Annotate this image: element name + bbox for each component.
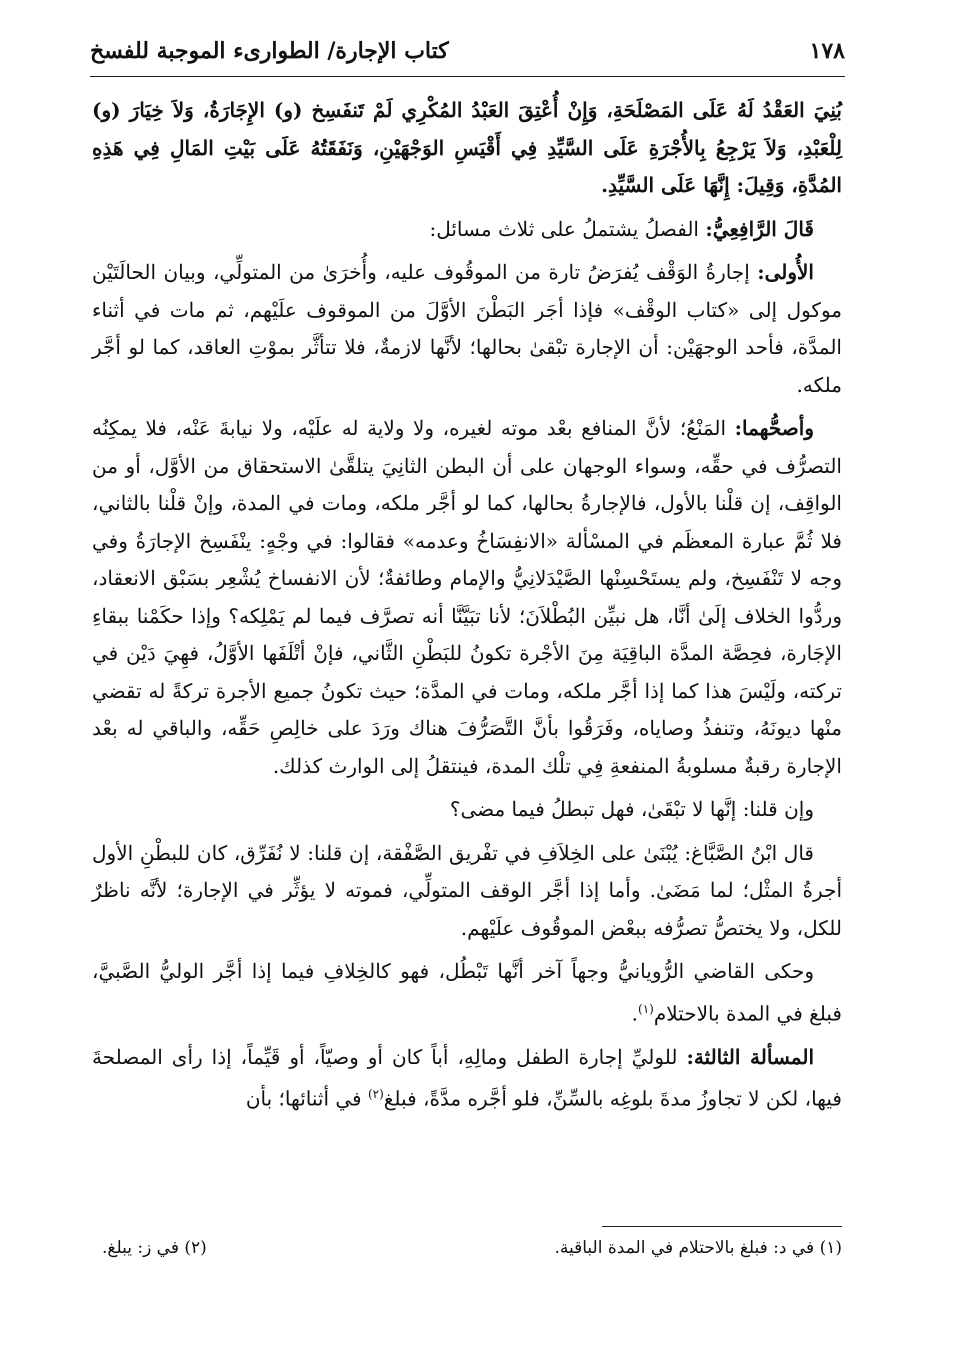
page-number: ١٧٨	[809, 38, 845, 64]
paragraph-lead: الأُولى:	[757, 260, 814, 284]
header-rule	[90, 76, 845, 77]
paragraph-most-correct	[92, 410, 842, 785]
paragraph-text: إجارةُ الوَقْف يُفرَضُ تارة من الموقُوف عليه، وأُخرَىٰ من المتولِّي، وبيان الحالَتَيْن موكول إلى «كتاب الوقْف» فإذا أجَر البَطْنَ الأوَّلَ من الموقوف علَيْهم، ثم مات في أثناء المدَّة، فأحد الوجهَيْن: أن الإجارة تبْقىٰ بحالها؛ لأنَّها لازمةٌ، فلا تتأثَّر بموْتِ العاقد، كما لو أجَّر ملكه.	[92, 260, 842, 397]
paragraph-text: وحكى القاضي الرُّويانيُّ وجهاً آخر أنَّها تَبْطُل، فهو كالخِلافِ فيما إذا أجَّر الوليُّ الصَّبيَّ، فبلغ في المدة بالاحتلام	[92, 959, 842, 1026]
footnotes	[92, 1238, 842, 1268]
page-header	[90, 30, 845, 80]
footnote-ref-2: (٢)	[367, 1087, 384, 1102]
paragraph-text: للوليِّ إجارة الطفل ومالِهِ، أباً كان أو وصيّاً، أو قَيِّماً، إذا رأى المصلحةَ فيها، لكن لا تجاوزُ مدةَ بلوغِه بالسِّنِّ، فلو أجَّره مدَّةً، فبلغ	[92, 1044, 842, 1111]
footnote-ref-1: (١)	[638, 1001, 654, 1016]
paragraph-ruyani	[92, 953, 842, 1033]
running-title: كتاب الإجارة/ الطوارىء الموجبة للفسخ	[90, 38, 449, 64]
paragraph-lead: المسألة الثالثة:	[686, 1044, 815, 1069]
paragraph-ibn-sabbagh: قال ابْنُ الصَّبَّاغ: يُبْنَىٰ على الخِلاَفِ في تفْريق الصَّفْقة، إن قلنا: لا نُفَرِّق، كان للبطْنِ الأول أجرةُ المثْل؛ لما مَضَىٰ. وأما إذا أجَّر الوقف المتولِّي، فموته لا يؤثِّر في الإجارة؛ لأنَّه ناظرٌ للكل، ولا يختصُّ تصرُّفه ببعْض الموقُوف علَيْهم.	[92, 840, 842, 940]
paragraph-lead: وأصحُّهما:	[734, 416, 815, 440]
matn-paragraph: بُنِيَ العَقْدُ لَهُ عَلَى المَصْلَحَةِ، وَإِنْ أُعْتِقَ العَبْدُ المُكْرِي لَمْ تَنفَسِخ (و) الإِجَارَةُ، وَلاَ خِيَارَ (و) لِلْعَبْدِ، وَلاَ يَرْجِعُ بِالأُجْرَةِ عَلَى السَّيِّدِ فِي أَقْيَسِ الوَجْهَيْنِ، وَنَفَقَتُهُ عَلَى بَيْتِ المَالِ فِي هَذِهِ المُدَّةِ، وَقِيلَ: إِنَّهَا عَلَى السَّيِّدِ.	[92, 98, 842, 197]
paragraph-third-issue	[92, 1039, 842, 1119]
paragraph-first-issue	[92, 254, 842, 404]
footnote-rule	[602, 1226, 842, 1227]
footnote-2: (٢) في ز: يبلغ.	[102, 1238, 207, 1258]
paragraph-rafii	[92, 211, 842, 249]
paragraph-end: .	[631, 1001, 639, 1026]
paragraph-question: وإن قلنا: إنَّها لا تبْقَىٰ، فهل تبطلُ فيما مضى؟	[449, 797, 814, 821]
paragraph-text: المَنْعُ؛ لأنَّ المنافع بعْد موته لغيره، ولا ولاية له علَيْه، ولا نيابةَ عَنْه، فلا يمكِنُه التصرُّف في حقِّه، وسواء الوجهان على أن البطن الثانِيَ يتلقَّىٰ الاستحقاق من الأوَّل، أو من الواقِف، إن قلْنا بالأول، فالإجارةُ بحالها، كما لو أجَّر ملكه، ومات في المدة، وإنْ قلْنا بالثاني، فلا ثُمَّ عبارة المعظَم في المسْألة «الانفِسَاخُ وعدمه» فقالوا: في وجْهٍ: ينْفَسِخ الإجارَةُ وفي وجه لا تَنْفَسِخ، ولم يستَحْسِنْها الصَّيْدَلانِيُّ والإمام وطائفةٌ؛ لأن الانفساخ يُشْعِر بسَبْق الانعقاد، وردُّوا الخلاف إلَىٰ أنَّا، هل نبيِّن البُطْلاَنَ؛ لأنا تبَيَّنَّا أنه تصرَّف فيما لم يَمْلِكه؟ وإذا حكَمْنا ببقاءِ الإجَارة، فحِصَّة المدَّة الباقِيَة مِنَ الأجْرة تكونُ للبَطْنِ الثَّاني، فإنْ أتْلَفَها الأوَّلُ، فهِيَ دَيْن في تركته، ولَيْسَ هذا كما إذا أجَّر ملكه، ومات في المدَّة؛ حيث تكونُ جميع الأجرة تركةً له تقضي منْها ديونَهُ، وتنفذُ وصاياه، وفَرَقُوا بأنَّ التَّصَرُّفَ هناك ورَدَ على خالِصِ حَقِّه، والباقي له بعْد الإجارة رقبةٌ مسلوبةُ المنفعةِ فِي تلْك المدة، فينتقلُ إلى الوارث كذلك.	[92, 416, 842, 778]
paragraph-text: الفصلُ يشتملُ على ثلاث مسائل:	[429, 216, 699, 241]
main-text	[92, 92, 842, 1124]
paragraph-lead: قَالَ الرَّافِعِيُّ:	[705, 216, 814, 241]
paragraph-text: في أثنائها؛ بأن	[245, 1086, 362, 1111]
footnote-1: (١) في د: فبلغ بالاحتلام في المدة الباقية.	[554, 1238, 842, 1258]
